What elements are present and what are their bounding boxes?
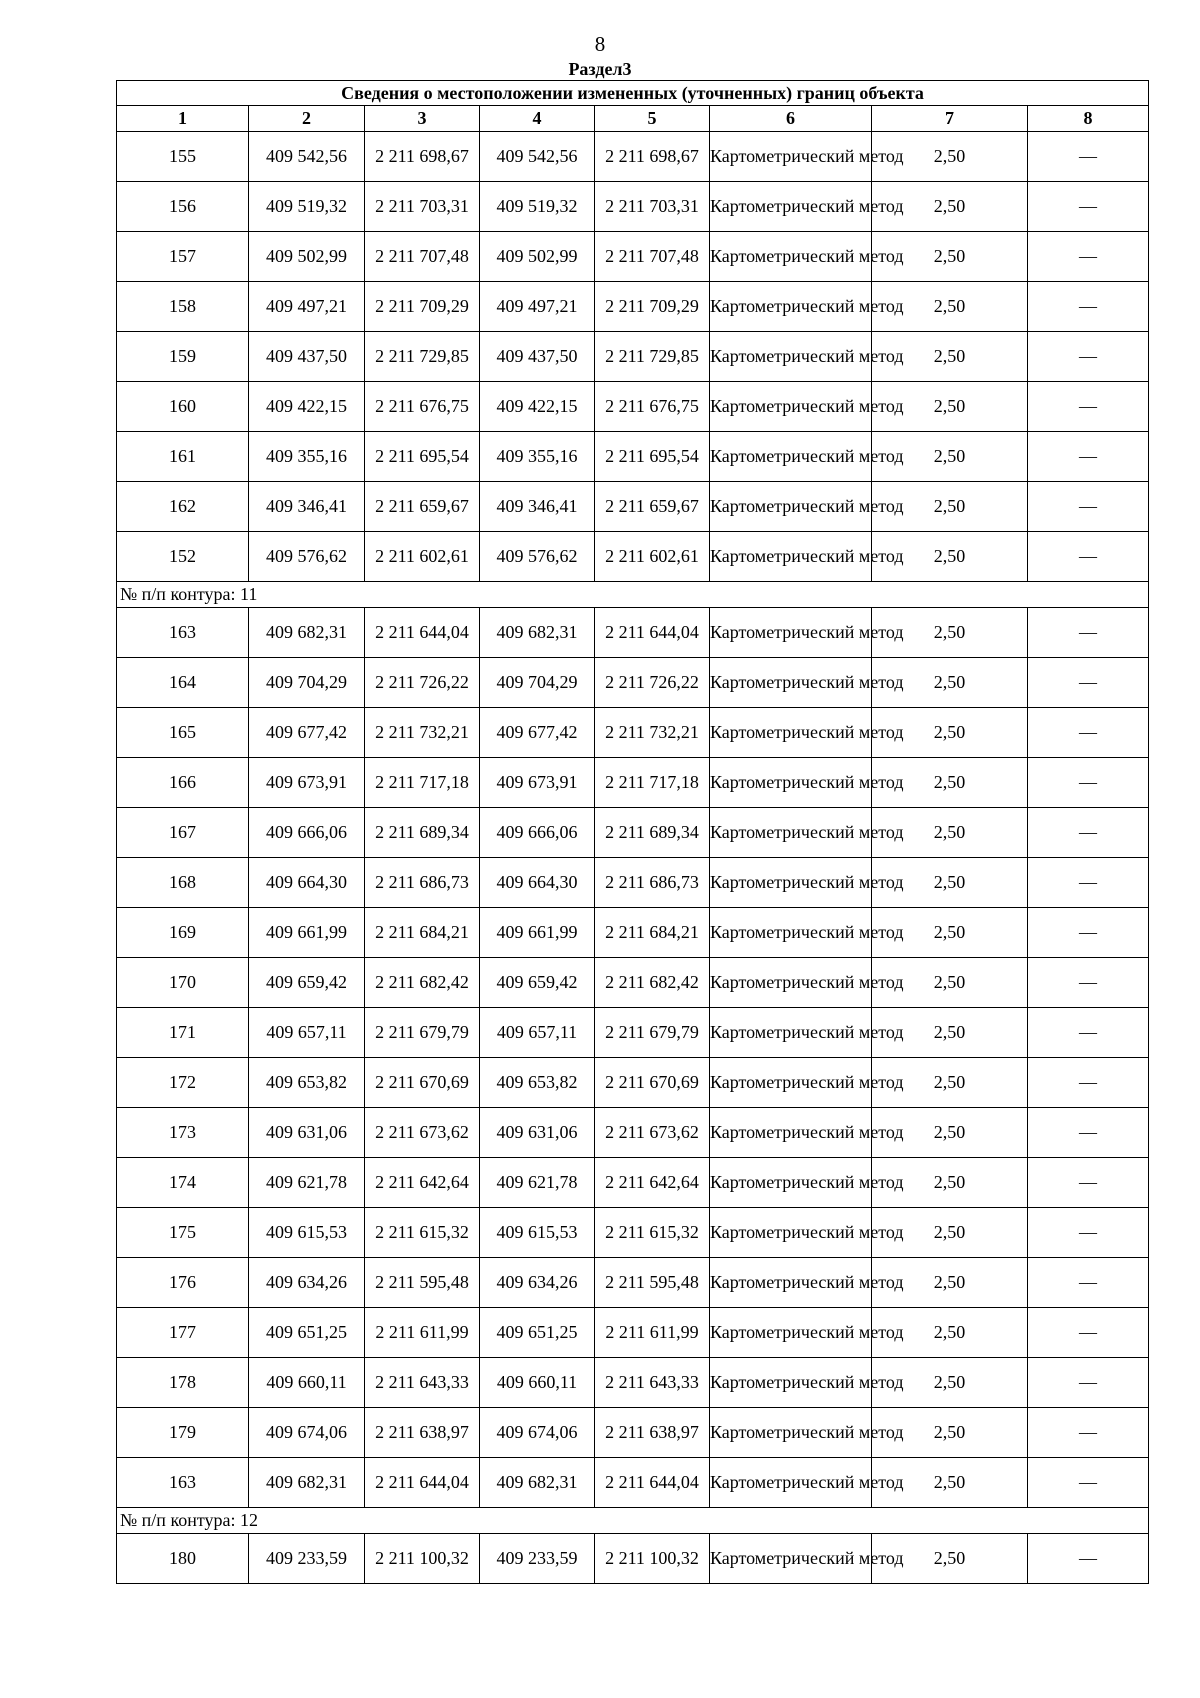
column-header: 5: [595, 106, 710, 132]
point-number-cell: 173: [117, 1108, 249, 1158]
x-coord-old-cell: 409 666,06: [249, 808, 365, 858]
table-row: [117, 758, 1149, 808]
x-coord-old-cell: 409 233,59: [249, 1534, 365, 1584]
point-number-cell: 170: [117, 958, 249, 1008]
x-coord-old-cell: 409 437,50: [249, 332, 365, 382]
x-coord-old-cell: 409 346,41: [249, 482, 365, 532]
y-coord-old-cell: 2 211 670,69: [365, 1058, 480, 1108]
x-coord-old-cell: 409 657,11: [249, 1008, 365, 1058]
point-number-cell: 169: [117, 908, 249, 958]
table-row: [117, 608, 1149, 658]
accuracy-cell: 2,50: [872, 958, 1028, 1008]
column-header: 8: [1028, 106, 1149, 132]
y-coord-new-cell: 2 211 703,31: [595, 182, 710, 232]
accuracy-cell: 2,50: [872, 282, 1028, 332]
x-coord-old-cell: 409 677,42: [249, 708, 365, 758]
note-cell: —: [1028, 808, 1149, 858]
note-cell: —: [1028, 182, 1149, 232]
y-coord-new-cell: 2 211 676,75: [595, 382, 710, 432]
x-coord-old-cell: 409 661,99: [249, 908, 365, 958]
table-row: [117, 332, 1149, 382]
point-number-cell: 158: [117, 282, 249, 332]
point-number-cell: 152: [117, 532, 249, 582]
method-cell: Картометрический метод: [710, 1208, 872, 1258]
note-cell: —: [1028, 1158, 1149, 1208]
method-cell: Картометрический метод: [710, 708, 872, 758]
method-cell: Картометрический метод: [710, 382, 872, 432]
x-coord-old-cell: 409 673,91: [249, 758, 365, 808]
accuracy-cell: 2,50: [872, 432, 1028, 482]
x-coord-old-cell: 409 355,16: [249, 432, 365, 482]
x-coord-old-cell: 409 634,26: [249, 1258, 365, 1308]
note-cell: —: [1028, 282, 1149, 332]
accuracy-cell: 2,50: [872, 908, 1028, 958]
method-cell: Картометрический метод: [710, 658, 872, 708]
note-cell: —: [1028, 482, 1149, 532]
x-coord-new-cell: 409 704,29: [480, 658, 595, 708]
point-number-cell: 177: [117, 1308, 249, 1358]
method-cell: Картометрический метод: [710, 1358, 872, 1408]
note-cell: —: [1028, 132, 1149, 182]
accuracy-cell: 2,50: [872, 1108, 1028, 1158]
note-cell: —: [1028, 1008, 1149, 1058]
y-coord-new-cell: 2 211 726,22: [595, 658, 710, 708]
table-row: [117, 708, 1149, 758]
accuracy-cell: 2,50: [872, 232, 1028, 282]
y-coord-old-cell: 2 211 679,79: [365, 1008, 480, 1058]
accuracy-cell: 2,50: [872, 658, 1028, 708]
point-number-cell: 164: [117, 658, 249, 708]
point-number-cell: 179: [117, 1408, 249, 1458]
y-coord-new-cell: 2 211 659,67: [595, 482, 710, 532]
note-cell: —: [1028, 958, 1149, 1008]
accuracy-cell: 2,50: [872, 1008, 1028, 1058]
y-coord-old-cell: 2 211 644,04: [365, 608, 480, 658]
method-cell: Картометрический метод: [710, 1408, 872, 1458]
note-cell: —: [1028, 382, 1149, 432]
y-coord-old-cell: 2 211 642,64: [365, 1158, 480, 1208]
note-cell: —: [1028, 1458, 1149, 1508]
x-coord-new-cell: 409 660,11: [480, 1358, 595, 1408]
point-number-cell: 167: [117, 808, 249, 858]
table-row: [117, 132, 1149, 182]
accuracy-cell: 2,50: [872, 532, 1028, 582]
method-cell: Картометрический метод: [710, 332, 872, 382]
table-row: [117, 282, 1149, 332]
accuracy-cell: 2,50: [872, 1058, 1028, 1108]
table-caption-row: [117, 81, 1149, 106]
note-cell: —: [1028, 332, 1149, 382]
y-coord-old-cell: 2 211 703,31: [365, 182, 480, 232]
y-coord-old-cell: 2 211 659,67: [365, 482, 480, 532]
point-number-cell: 162: [117, 482, 249, 532]
x-coord-old-cell: 409 664,30: [249, 858, 365, 908]
note-cell: —: [1028, 232, 1149, 282]
x-coord-new-cell: 409 355,16: [480, 432, 595, 482]
note-cell: —: [1028, 1534, 1149, 1584]
method-cell: Картометрический метод: [710, 1308, 872, 1358]
x-coord-new-cell: 409 682,31: [480, 1458, 595, 1508]
accuracy-cell: 2,50: [872, 1458, 1028, 1508]
y-coord-old-cell: 2 211 100,32: [365, 1534, 480, 1584]
accuracy-cell: 2,50: [872, 1534, 1028, 1584]
y-coord-new-cell: 2 211 689,34: [595, 808, 710, 858]
y-coord-new-cell: 2 211 595,48: [595, 1258, 710, 1308]
accuracy-cell: 2,50: [872, 382, 1028, 432]
note-cell: —: [1028, 1358, 1149, 1408]
method-cell: Картометрический метод: [710, 758, 872, 808]
x-coord-new-cell: 409 653,82: [480, 1058, 595, 1108]
y-coord-new-cell: 2 211 709,29: [595, 282, 710, 332]
x-coord-new-cell: 409 674,06: [480, 1408, 595, 1458]
method-cell: Картометрический метод: [710, 482, 872, 532]
point-number-cell: 168: [117, 858, 249, 908]
point-number-cell: 171: [117, 1008, 249, 1058]
note-cell: —: [1028, 908, 1149, 958]
x-coord-new-cell: 409 497,21: [480, 282, 595, 332]
y-coord-old-cell: 2 211 638,97: [365, 1408, 480, 1458]
y-coord-old-cell: 2 211 595,48: [365, 1258, 480, 1308]
x-coord-new-cell: 409 666,06: [480, 808, 595, 858]
method-cell: Картометрический метод: [710, 1458, 872, 1508]
x-coord-new-cell: 409 651,25: [480, 1308, 595, 1358]
x-coord-old-cell: 409 659,42: [249, 958, 365, 1008]
accuracy-cell: 2,50: [872, 1308, 1028, 1358]
y-coord-old-cell: 2 211 709,29: [365, 282, 480, 332]
method-cell: Картометрический метод: [710, 958, 872, 1008]
method-cell: Картометрический метод: [710, 1534, 872, 1584]
y-coord-new-cell: 2 211 673,62: [595, 1108, 710, 1158]
x-coord-new-cell: 409 615,53: [480, 1208, 595, 1258]
y-coord-old-cell: 2 211 643,33: [365, 1358, 480, 1408]
y-coord-old-cell: 2 211 726,22: [365, 658, 480, 708]
y-coord-new-cell: 2 211 644,04: [595, 1458, 710, 1508]
y-coord-old-cell: 2 211 682,42: [365, 958, 480, 1008]
x-coord-new-cell: 409 661,99: [480, 908, 595, 958]
method-cell: Картометрический метод: [710, 1158, 872, 1208]
table-row: [117, 1208, 1149, 1258]
x-coord-old-cell: 409 674,06: [249, 1408, 365, 1458]
table-row: [117, 1458, 1149, 1508]
point-number-cell: 157: [117, 232, 249, 282]
contour-row: [117, 582, 1149, 608]
note-cell: —: [1028, 1408, 1149, 1458]
note-cell: —: [1028, 1058, 1149, 1108]
y-coord-old-cell: 2 211 684,21: [365, 908, 480, 958]
y-coord-new-cell: 2 211 644,04: [595, 608, 710, 658]
accuracy-cell: 2,50: [872, 1358, 1028, 1408]
y-coord-new-cell: 2 211 717,18: [595, 758, 710, 808]
note-cell: —: [1028, 658, 1149, 708]
x-coord-new-cell: 409 634,26: [480, 1258, 595, 1308]
table-row: [117, 858, 1149, 908]
table-row: [117, 1358, 1149, 1408]
column-header: 1: [117, 106, 249, 132]
x-coord-new-cell: 409 657,11: [480, 1008, 595, 1058]
point-number-cell: 166: [117, 758, 249, 808]
accuracy-cell: 2,50: [872, 182, 1028, 232]
table-row: [117, 1534, 1149, 1584]
y-coord-new-cell: 2 211 679,79: [595, 1008, 710, 1058]
table-row: [117, 182, 1149, 232]
note-cell: —: [1028, 532, 1149, 582]
note-cell: —: [1028, 708, 1149, 758]
x-coord-new-cell: 409 682,31: [480, 608, 595, 658]
note-cell: —: [1028, 858, 1149, 908]
accuracy-cell: 2,50: [872, 1208, 1028, 1258]
accuracy-cell: 2,50: [872, 608, 1028, 658]
point-number-cell: 175: [117, 1208, 249, 1258]
contour-label: № п/п контура: 12: [117, 1508, 1149, 1534]
method-cell: Картометрический метод: [710, 1258, 872, 1308]
table-row: [117, 908, 1149, 958]
point-number-cell: 176: [117, 1258, 249, 1308]
y-coord-new-cell: 2 211 602,61: [595, 532, 710, 582]
y-coord-new-cell: 2 211 643,33: [595, 1358, 710, 1408]
method-cell: Картометрический метод: [710, 908, 872, 958]
y-coord-new-cell: 2 211 100,32: [595, 1534, 710, 1584]
y-coord-old-cell: 2 211 611,99: [365, 1308, 480, 1358]
y-coord-new-cell: 2 211 682,42: [595, 958, 710, 1008]
x-coord-new-cell: 409 437,50: [480, 332, 595, 382]
y-coord-old-cell: 2 211 676,75: [365, 382, 480, 432]
x-coord-old-cell: 409 682,31: [249, 608, 365, 658]
y-coord-old-cell: 2 211 673,62: [365, 1108, 480, 1158]
x-coord-old-cell: 409 653,82: [249, 1058, 365, 1108]
method-cell: Картометрический метод: [710, 1108, 872, 1158]
x-coord-old-cell: 409 631,06: [249, 1108, 365, 1158]
x-coord-new-cell: 409 233,59: [480, 1534, 595, 1584]
method-cell: Картометрический метод: [710, 808, 872, 858]
point-number-cell: 180: [117, 1534, 249, 1584]
x-coord-old-cell: 409 651,25: [249, 1308, 365, 1358]
column-header: 6: [710, 106, 872, 132]
accuracy-cell: 2,50: [872, 1158, 1028, 1208]
x-coord-new-cell: 409 542,56: [480, 132, 595, 182]
accuracy-cell: 2,50: [872, 132, 1028, 182]
y-coord-new-cell: 2 211 611,99: [595, 1308, 710, 1358]
note-cell: —: [1028, 1108, 1149, 1158]
column-header: 3: [365, 106, 480, 132]
x-coord-old-cell: 409 615,53: [249, 1208, 365, 1258]
x-coord-old-cell: 409 660,11: [249, 1358, 365, 1408]
table-row: [117, 658, 1149, 708]
y-coord-new-cell: 2 211 729,85: [595, 332, 710, 382]
method-cell: Картометрический метод: [710, 608, 872, 658]
accuracy-cell: 2,50: [872, 858, 1028, 908]
x-coord-old-cell: 409 542,56: [249, 132, 365, 182]
y-coord-new-cell: 2 211 686,73: [595, 858, 710, 908]
column-header-row: [117, 106, 1149, 132]
contour-row: [117, 1508, 1149, 1534]
note-cell: —: [1028, 758, 1149, 808]
x-coord-new-cell: 409 673,91: [480, 758, 595, 808]
y-coord-old-cell: 2 211 602,61: [365, 532, 480, 582]
table-row: [117, 958, 1149, 1008]
point-number-cell: 159: [117, 332, 249, 382]
column-header: 2: [249, 106, 365, 132]
table-caption: Сведения о местоположении измененных (уточненных) границ объекта: [117, 81, 1149, 106]
point-number-cell: 156: [117, 182, 249, 232]
y-coord-old-cell: 2 211 615,32: [365, 1208, 480, 1258]
y-coord-old-cell: 2 211 686,73: [365, 858, 480, 908]
table-row: [117, 482, 1149, 532]
x-coord-new-cell: 409 631,06: [480, 1108, 595, 1158]
method-cell: Картометрический метод: [710, 1008, 872, 1058]
table-row: [117, 432, 1149, 482]
y-coord-new-cell: 2 211 642,64: [595, 1158, 710, 1208]
point-number-cell: 155: [117, 132, 249, 182]
accuracy-cell: 2,50: [872, 482, 1028, 532]
table-row: [117, 1008, 1149, 1058]
table-row: [117, 532, 1149, 582]
y-coord-old-cell: 2 211 698,67: [365, 132, 480, 182]
x-coord-old-cell: 409 621,78: [249, 1158, 365, 1208]
table-row: [117, 1308, 1149, 1358]
point-number-cell: 178: [117, 1358, 249, 1408]
x-coord-old-cell: 409 502,99: [249, 232, 365, 282]
y-coord-old-cell: 2 211 732,21: [365, 708, 480, 758]
method-cell: Картометрический метод: [710, 432, 872, 482]
table-row: [117, 1158, 1149, 1208]
y-coord-old-cell: 2 211 695,54: [365, 432, 480, 482]
contour-label: № п/п контура: 11: [117, 582, 1149, 608]
point-number-cell: 163: [117, 1458, 249, 1508]
accuracy-cell: 2,50: [872, 708, 1028, 758]
table-row: [117, 1108, 1149, 1158]
note-cell: —: [1028, 1258, 1149, 1308]
y-coord-new-cell: 2 211 684,21: [595, 908, 710, 958]
accuracy-cell: 2,50: [872, 758, 1028, 808]
y-coord-old-cell: 2 211 644,04: [365, 1458, 480, 1508]
table-row: [117, 232, 1149, 282]
column-header: 7: [872, 106, 1028, 132]
x-coord-new-cell: 409 659,42: [480, 958, 595, 1008]
y-coord-old-cell: 2 211 717,18: [365, 758, 480, 808]
y-coord-new-cell: 2 211 638,97: [595, 1408, 710, 1458]
method-cell: Картометрический метод: [710, 232, 872, 282]
y-coord-new-cell: 2 211 670,69: [595, 1058, 710, 1108]
x-coord-new-cell: 409 677,42: [480, 708, 595, 758]
x-coord-old-cell: 409 576,62: [249, 532, 365, 582]
table-row: [117, 382, 1149, 432]
table-row: [117, 808, 1149, 858]
note-cell: —: [1028, 432, 1149, 482]
x-coord-new-cell: 409 576,62: [480, 532, 595, 582]
x-coord-new-cell: 409 422,15: [480, 382, 595, 432]
note-cell: —: [1028, 1208, 1149, 1258]
x-coord-old-cell: 409 497,21: [249, 282, 365, 332]
y-coord-new-cell: 2 211 615,32: [595, 1208, 710, 1258]
x-coord-old-cell: 409 704,29: [249, 658, 365, 708]
table-row: [117, 1258, 1149, 1308]
accuracy-cell: 2,50: [872, 1408, 1028, 1458]
method-cell: Картометрический метод: [710, 282, 872, 332]
method-cell: Картометрический метод: [710, 1058, 872, 1108]
point-number-cell: 161: [117, 432, 249, 482]
y-coord-new-cell: 2 211 732,21: [595, 708, 710, 758]
coordinates-table: [116, 80, 1149, 1584]
y-coord-old-cell: 2 211 689,34: [365, 808, 480, 858]
x-coord-new-cell: 409 346,41: [480, 482, 595, 532]
table-row: [117, 1058, 1149, 1108]
page-number: 8: [594, 32, 606, 56]
y-coord-new-cell: 2 211 707,48: [595, 232, 710, 282]
method-cell: Картометрический метод: [710, 858, 872, 908]
point-number-cell: 163: [117, 608, 249, 658]
x-coord-new-cell: 409 664,30: [480, 858, 595, 908]
y-coord-old-cell: 2 211 729,85: [365, 332, 480, 382]
section-title: Раздел3: [568, 59, 632, 79]
accuracy-cell: 2,50: [872, 808, 1028, 858]
y-coord-new-cell: 2 211 698,67: [595, 132, 710, 182]
y-coord-new-cell: 2 211 695,54: [595, 432, 710, 482]
point-number-cell: 165: [117, 708, 249, 758]
point-number-cell: 172: [117, 1058, 249, 1108]
method-cell: Картометрический метод: [710, 132, 872, 182]
accuracy-cell: 2,50: [872, 1258, 1028, 1308]
note-cell: —: [1028, 608, 1149, 658]
point-number-cell: 174: [117, 1158, 249, 1208]
method-cell: Картометрический метод: [710, 182, 872, 232]
x-coord-old-cell: 409 422,15: [249, 382, 365, 432]
x-coord-old-cell: 409 519,32: [249, 182, 365, 232]
x-coord-new-cell: 409 519,32: [480, 182, 595, 232]
y-coord-old-cell: 2 211 707,48: [365, 232, 480, 282]
x-coord-old-cell: 409 682,31: [249, 1458, 365, 1508]
method-cell: Картометрический метод: [710, 532, 872, 582]
x-coord-new-cell: 409 621,78: [480, 1158, 595, 1208]
note-cell: —: [1028, 1308, 1149, 1358]
accuracy-cell: 2,50: [872, 332, 1028, 382]
x-coord-new-cell: 409 502,99: [480, 232, 595, 282]
column-header: 4: [480, 106, 595, 132]
point-number-cell: 160: [117, 382, 249, 432]
table-row: [117, 1408, 1149, 1458]
table-body: [117, 81, 1149, 1584]
